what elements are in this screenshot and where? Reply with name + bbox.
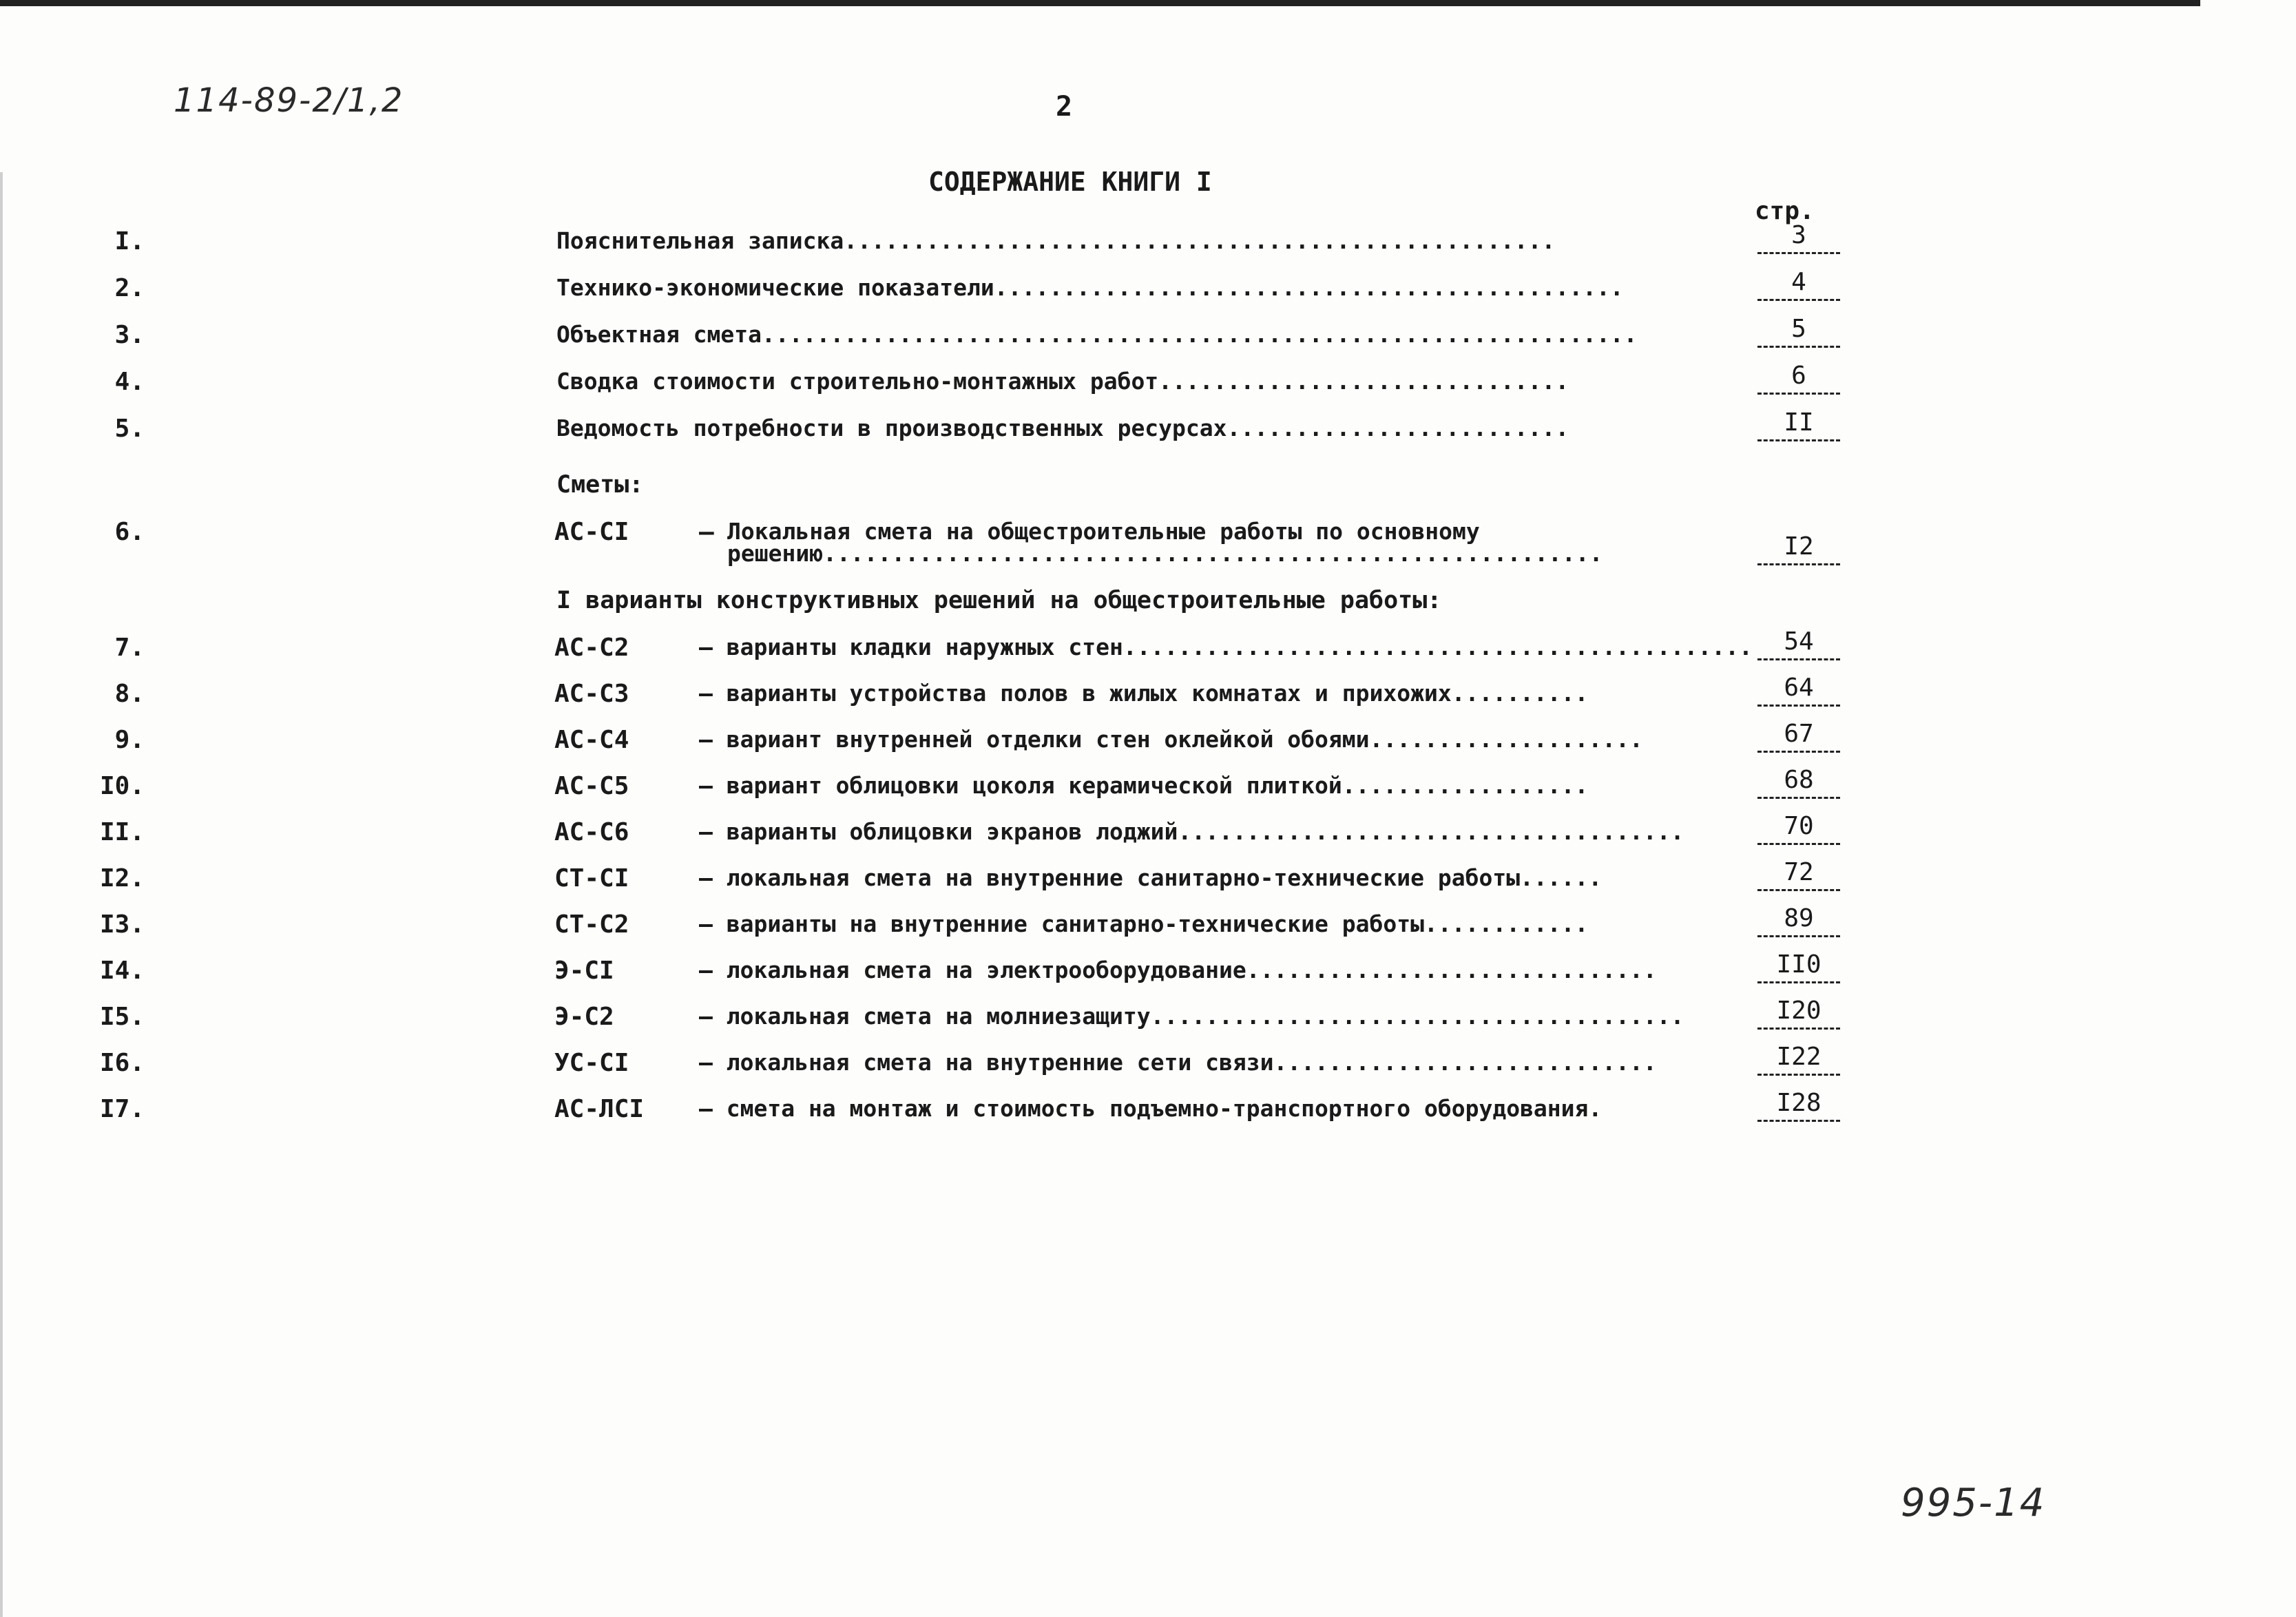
item-page: 72	[1757, 859, 1840, 891]
item-number: 8.	[114, 680, 145, 708]
item-page: 67	[1757, 720, 1840, 753]
item-title-line2: решению.........................................................	[727, 540, 1603, 567]
item-number: 7.	[114, 634, 145, 662]
item-title: Объектная смета................................................................	[556, 321, 1638, 348]
toc-row	[0, 362, 1859, 409]
item-page: 70	[1757, 813, 1840, 845]
item-code: АС-С3	[554, 680, 629, 708]
item-title: – смета на монтаж и стоимость подъемно-транспортного оборудования.	[699, 1095, 1603, 1122]
item-page: 5	[1757, 315, 1840, 348]
item-page: 64	[1757, 674, 1840, 707]
item-code: АС-СI	[554, 518, 629, 546]
item-number: I6.	[99, 1049, 145, 1077]
item-page: II0	[1757, 951, 1840, 983]
item-number: I2.	[99, 864, 145, 893]
toc-row	[0, 408, 1859, 456]
item-title: Пояснительная записка....................................................	[556, 227, 1556, 254]
item-code: АС-С4	[554, 726, 629, 754]
item-code: УС-СI	[554, 1049, 629, 1077]
item-number: 3.	[114, 321, 145, 349]
item-number: 2.	[114, 274, 145, 302]
item-code: СТ-С2	[554, 910, 629, 939]
item-number: I7.	[99, 1095, 145, 1123]
toc-row	[0, 221, 1859, 269]
toc-row	[0, 315, 1859, 362]
item-page: I28	[1757, 1089, 1840, 1122]
toc-row	[0, 812, 1859, 859]
item-title: – варианты кладки наружных стен..............................................	[699, 634, 1753, 660]
toc-row	[0, 997, 1859, 1044]
variants-label: I варианты конструктивных решений на общестроительные работы:	[556, 587, 1442, 614]
item-page: 6	[1757, 362, 1840, 395]
item-code: АС-С6	[554, 818, 629, 846]
item-code: АС-С5	[554, 772, 629, 800]
item-title: – локальная смета на внутренние санитарно-технические работы......	[699, 864, 1603, 891]
item-title: Ведомость потребности в производственных ресурсах.........................	[556, 415, 1569, 441]
item-code: СТ-СI	[554, 864, 629, 893]
item-number: I4.	[99, 957, 145, 985]
document-code: 114-89-2/1,2	[174, 81, 404, 120]
item-title: – локальная смета на электрооборудование..............................	[699, 957, 1657, 983]
item-number: I0.	[99, 772, 145, 800]
item-number: 4.	[114, 368, 145, 396]
toc-row	[0, 1043, 1859, 1090]
item-number: I3.	[99, 910, 145, 939]
item-title: – варианты на внутренние санитарно-технические работы............	[699, 910, 1589, 937]
toc-row	[0, 950, 1859, 998]
scan-top-border	[0, 0, 2200, 6]
item-number: II.	[99, 818, 145, 846]
item-number: 9.	[114, 726, 145, 754]
item-number: 6.	[114, 518, 145, 546]
item-number: I5.	[99, 1003, 145, 1031]
item-title-line1: Локальная смета на общестроительные работы по основному	[727, 518, 1480, 545]
toc-row	[0, 720, 1859, 767]
page-number: 2	[1056, 91, 1073, 123]
item-page: 4	[1757, 269, 1840, 301]
item-title: Технико-экономические показатели..............................................	[556, 274, 1624, 301]
item-title: – локальная смета на внутренние сети связи............................	[699, 1049, 1657, 1076]
item-page: 3	[1757, 222, 1840, 254]
item-title: – вариант облицовки цоколя керамической плиткой..................	[699, 772, 1589, 799]
toc-row	[0, 904, 1859, 952]
item-page: I22	[1757, 1043, 1840, 1076]
item-title: Сводка стоимости строительно-монтажных работ..............................	[556, 368, 1569, 395]
item-dash: –	[699, 518, 714, 546]
toc-row	[0, 518, 1859, 580]
item-code: Э-С2	[554, 1003, 614, 1031]
toc-row	[0, 674, 1859, 721]
estimates-label: Сметы:	[556, 471, 644, 499]
toc-row	[0, 268, 1859, 315]
item-page: 54	[1757, 628, 1840, 660]
item-page: I20	[1757, 997, 1840, 1030]
item-code: Э-СI	[554, 957, 614, 985]
toc-row	[0, 627, 1859, 675]
contents-title: СОДЕРЖАНИЕ КНИГИ I	[928, 167, 1212, 197]
item-page: II	[1757, 409, 1840, 441]
toc-row	[0, 766, 1859, 813]
item-title: – локальная смета на молниезащиту.......................................	[699, 1003, 1684, 1030]
item-code: АС-ЛСI	[554, 1095, 645, 1123]
page-column-header: стр.	[1755, 197, 1815, 225]
toc-row	[0, 1089, 1859, 1136]
item-page: 89	[1757, 905, 1840, 937]
item-title: – вариант внутренней отделки стен оклейкой обоями....................	[699, 726, 1643, 753]
item-page: I2	[1757, 533, 1840, 565]
sheet-id: 995-14	[1901, 1481, 2046, 1525]
item-title: – варианты облицовки экранов лоджий.....................................	[699, 818, 1684, 845]
item-number: I.	[114, 227, 145, 255]
item-code: АС-С2	[554, 634, 629, 662]
item-title: – варианты устройства полов в жилых комнатах и прихожих..........	[699, 680, 1589, 707]
item-number: 5.	[114, 415, 145, 443]
item-page: 68	[1757, 766, 1840, 799]
toc-row	[0, 858, 1859, 906]
